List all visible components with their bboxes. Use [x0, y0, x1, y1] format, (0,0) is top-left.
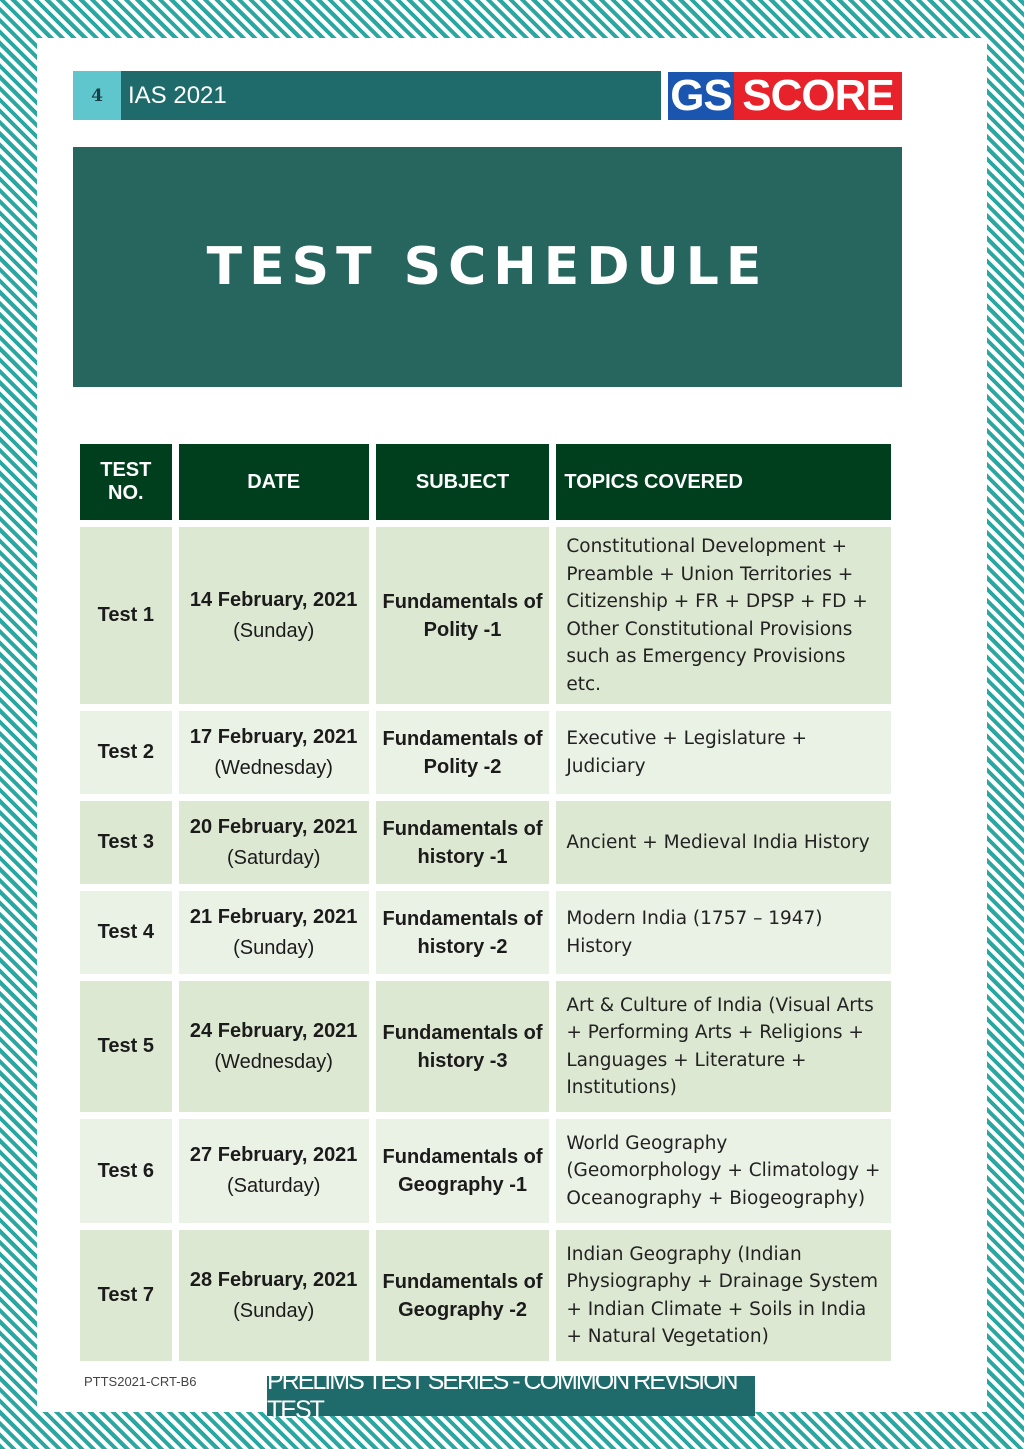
test-date — [179, 527, 369, 704]
test-topics: Constitutional Development + Preamble + Union Territories + Citizenship + FR + DPSP + FD + Other Constitutional Provisions such as Emergency Provisions etc. — [556, 527, 891, 704]
subject-line1: Fundamentals of — [382, 590, 543, 613]
header-subject: SUBJECT — [376, 444, 550, 520]
header-test-no-line1: TEST — [100, 459, 152, 481]
header-test-no — [80, 444, 172, 520]
test-subject — [376, 891, 550, 974]
day-value: (Sunday) — [233, 619, 315, 642]
subject-line2: history -2 — [417, 935, 508, 958]
day-value: (Sunday) — [233, 936, 315, 959]
test-date — [179, 711, 369, 794]
test-number: Test 2 — [80, 711, 172, 794]
test-topics: Modern India (1757 – 1947) History — [556, 891, 891, 974]
subject-line2: Polity -1 — [423, 618, 502, 641]
gs-score-logo — [668, 72, 902, 120]
subject-line2: Geography -1 — [398, 1174, 527, 1196]
subject-line1: Fundamentals of — [382, 727, 543, 750]
header-topics: TOPICS COVERED — [556, 444, 891, 520]
header-date: DATE — [179, 444, 369, 520]
subject-line2: Geography -2 — [398, 1298, 527, 1321]
date-value: 24 February, 2021 — [189, 1019, 358, 1042]
test-topics: World Geography (Geomorphology + Climatology + Oceanography + Biogeography) — [556, 1119, 891, 1223]
subject-line2: history -3 — [417, 1049, 508, 1072]
subject-line1: Fundamentals of — [382, 817, 543, 840]
table-row — [80, 527, 891, 704]
table-row — [80, 891, 891, 974]
footer-series-bar: PRELIMS TEST SERIES - COMMON REVISION TEST — [267, 1376, 755, 1416]
page-title: TEST SCHEDULE — [206, 237, 769, 297]
test-date — [179, 891, 369, 974]
test-subject — [376, 711, 550, 794]
test-topics: Ancient + Medieval India History — [556, 801, 891, 884]
table-row — [80, 1230, 891, 1361]
table-row — [80, 711, 891, 794]
date-value: 27 February, 2021 — [189, 1144, 358, 1166]
test-number: Test 7 — [80, 1230, 172, 1361]
date-value: 21 February, 2021 — [189, 905, 358, 928]
test-topics: Indian Geography (Indian Physiography + Drainage System + Indian Climate + Soils in India + Natural Vegetation) — [556, 1230, 891, 1361]
logo-gs: GS — [668, 72, 734, 120]
day-value: (Saturday) — [226, 846, 321, 869]
test-number: Test 3 — [80, 801, 172, 884]
page-header — [73, 71, 661, 120]
day-value: (Wednesday) — [214, 1050, 333, 1073]
day-value: (Sunday) — [233, 1299, 315, 1322]
test-date — [179, 801, 369, 884]
subject-line1: Fundamentals of — [382, 1146, 543, 1168]
subject-line1: Fundamentals of — [382, 1021, 543, 1044]
page — [37, 38, 987, 1424]
test-subject — [376, 527, 550, 704]
day-value: (Wednesday) — [214, 756, 333, 779]
test-date — [179, 1119, 369, 1223]
test-subject — [376, 801, 550, 884]
test-number: Test 1 — [80, 527, 172, 704]
subject-line2: history -1 — [417, 845, 508, 868]
test-date — [179, 981, 369, 1112]
table-row — [80, 1119, 891, 1223]
test-number: Test 4 — [80, 891, 172, 974]
test-topics: Executive + Legislature + Judiciary — [556, 711, 891, 794]
date-value: 14 February, 2021 — [189, 588, 358, 611]
date-value: 17 February, 2021 — [189, 725, 358, 748]
test-subject — [376, 1119, 550, 1223]
page-number: 4 — [73, 71, 121, 120]
test-schedule-table — [73, 437, 898, 1368]
header-title: IAS 2021 — [128, 82, 227, 109]
table-row — [80, 981, 891, 1112]
subject-line1: Fundamentals of — [382, 1270, 543, 1293]
footer-code: PTTS2021-CRT-B6 — [84, 1374, 197, 1389]
title-banner — [73, 147, 902, 387]
date-value: 28 February, 2021 — [189, 1268, 358, 1291]
logo-score: SCORE — [734, 72, 902, 120]
subject-line2: Polity -2 — [423, 755, 502, 778]
test-number: Test 5 — [80, 981, 172, 1112]
test-date — [179, 1230, 369, 1361]
test-number: Test 6 — [80, 1119, 172, 1223]
test-subject — [376, 981, 550, 1112]
day-value: (Saturday) — [226, 1175, 321, 1197]
date-value: 20 February, 2021 — [189, 815, 358, 838]
table-row — [80, 801, 891, 884]
test-topics: Art & Culture of India (Visual Arts + Performing Arts + Religions + Languages + Literature + Institutions) — [556, 981, 891, 1112]
table-header-row — [80, 444, 891, 520]
subject-line1: Fundamentals of — [382, 907, 543, 930]
header-test-no-line2: NO. — [108, 482, 144, 504]
test-subject — [376, 1230, 550, 1361]
